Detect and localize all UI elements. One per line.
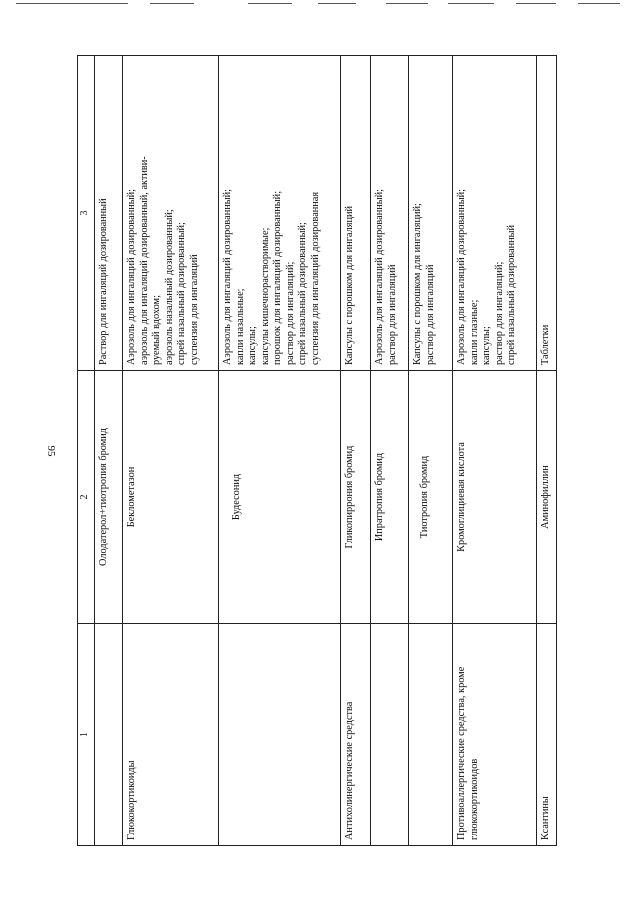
forms-cell xyxy=(95,56,123,371)
drug-cell: Аминофиллин xyxy=(537,371,557,624)
form-line: Аэрозоль для ингаляций дозированный; xyxy=(222,188,233,365)
table-row xyxy=(123,56,219,846)
form-line: спрей назальный дозированный xyxy=(506,224,518,365)
scan-edge-line xyxy=(578,3,620,4)
drug-cell: Кромоглициевая кислота xyxy=(453,371,537,624)
page-number: 95 xyxy=(45,445,57,457)
form-line: Раствор для ингаляций дозированный xyxy=(98,198,109,365)
table-row xyxy=(409,56,453,846)
form-line: суспензия для ингаляций дозированная xyxy=(309,191,321,365)
form-line: капсулы; xyxy=(481,326,493,365)
group-cell: Ксантины xyxy=(537,624,557,846)
form-line: капли назальные; xyxy=(234,288,246,365)
drug-cell: Олодатерол+тиотропия бромид xyxy=(95,371,123,624)
rotated-table-container xyxy=(77,56,557,846)
drug-cell: Тиотропия бромид xyxy=(409,371,453,624)
form-line: капсулы; xyxy=(247,326,259,365)
scan-edge-line xyxy=(318,3,356,4)
form-line: раствор для ингаляций; xyxy=(284,261,296,365)
form-line: капли глазные; xyxy=(468,299,480,365)
table-row xyxy=(341,56,371,846)
form-line: Капсулы с порошком для ингаляций; xyxy=(412,203,423,365)
column-header-3: 3 xyxy=(78,56,95,371)
scan-edge-line xyxy=(150,3,194,4)
forms-cell xyxy=(219,56,341,371)
drug-cell: Беклометазон xyxy=(123,371,219,624)
form-line: Таблетки xyxy=(540,324,551,365)
group-cell xyxy=(95,624,123,846)
form-line: аэрозоль для ингаляций дозированный, активи- xyxy=(138,156,150,365)
form-line: Капсулы с порошком для ингаляций xyxy=(344,206,355,365)
table-row xyxy=(95,56,123,846)
scan-edge-line xyxy=(386,3,428,4)
form-line: суспензия для ингаляций xyxy=(188,254,200,365)
form-line: Аэрозоль для ингаляций дозированный; xyxy=(126,188,137,365)
column-header-2: 2 xyxy=(78,371,95,624)
scan-edge-line xyxy=(248,3,292,4)
scan-edge-line xyxy=(448,3,494,4)
form-line: аэрозоль назальный дозированный; xyxy=(163,209,175,365)
form-line: раствор для ингаляций xyxy=(386,264,398,365)
form-line: Аэрозоль для ингаляций дозированный; xyxy=(374,188,385,365)
form-line: спрей назальный дозированный; xyxy=(297,222,309,365)
drug-cell: Гликопиррония бромид xyxy=(341,371,371,624)
group-cell: Глюкокортикоиды xyxy=(123,624,219,846)
form-line: спрей назальный дозированный; xyxy=(176,222,188,365)
form-line: руемый вдохом; xyxy=(151,295,163,365)
group-cell xyxy=(219,624,341,846)
forms-cell xyxy=(453,56,537,371)
forms-cell xyxy=(123,56,219,371)
form-line: раствор для ингаляций xyxy=(424,264,436,365)
group-cell: Противоаллергические средства, кроме глюкокортикоидов xyxy=(453,624,537,846)
table-row xyxy=(371,56,409,846)
form-line: Аэрозоль для ингаляций дозированный; xyxy=(456,188,467,365)
forms-cell xyxy=(537,56,557,371)
form-line: порошок для ингаляций дозированный; xyxy=(272,190,284,365)
scan-edge-line xyxy=(516,3,556,4)
table-row xyxy=(537,56,557,846)
group-cell xyxy=(371,624,409,846)
drug-cell: Будесонид xyxy=(219,371,341,624)
forms-cell xyxy=(409,56,453,371)
table-header-row xyxy=(78,56,95,846)
table-row xyxy=(219,56,341,846)
forms-cell xyxy=(341,56,371,371)
table-row xyxy=(453,56,537,846)
drug-cell: Ипратропия бромид xyxy=(371,371,409,624)
group-cell: Антихолинергические средства xyxy=(341,624,371,846)
form-line: раствор для ингаляций; xyxy=(493,261,505,365)
group-cell xyxy=(409,624,453,846)
scan-edge-line xyxy=(16,3,128,4)
column-header-1: 1 xyxy=(78,624,95,846)
medication-table xyxy=(77,55,557,846)
forms-cell xyxy=(371,56,409,371)
form-line: капсулы кишечнорастворимые; xyxy=(259,227,271,365)
